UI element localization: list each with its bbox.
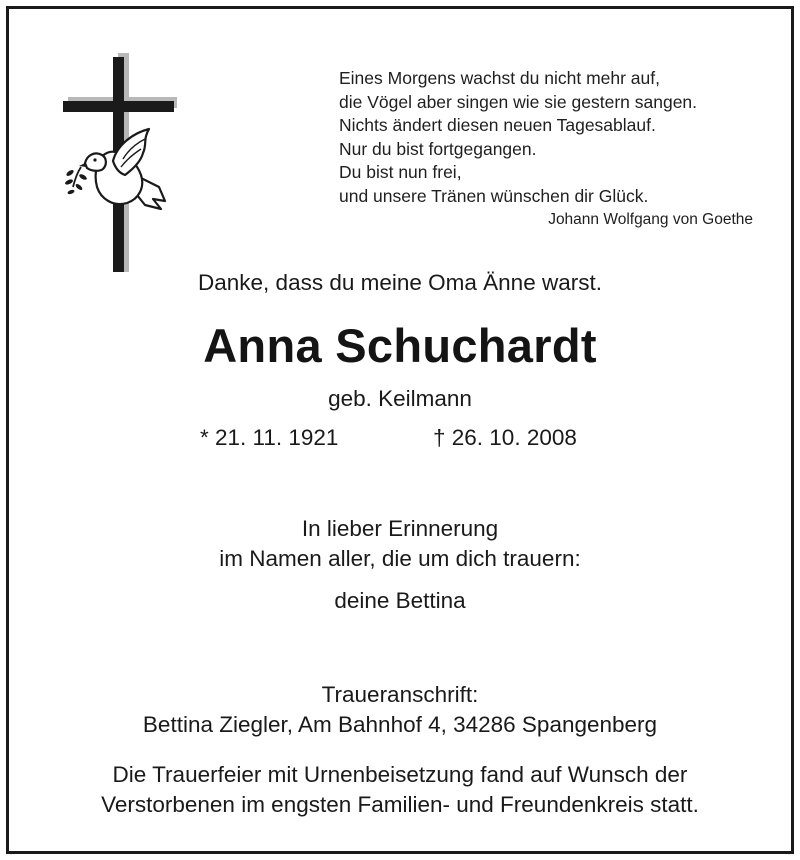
ceremony-line: Die Trauerfeier mit Urnenbeisetzung fand auf Wunsch der — [112, 762, 688, 787]
death-date: † 26. 10. 2008 — [433, 425, 577, 450]
poem — [339, 67, 759, 231]
ceremony-line: Verstorbenen im engsten Familien- und Freundenkreis statt. — [101, 792, 699, 817]
poem-line: Nichts ändert diesen neuen Tagesablauf. — [339, 115, 656, 136]
deceased-name: Anna Schuchardt — [203, 319, 597, 372]
ceremony-note — [0, 760, 800, 820]
mourning-address — [0, 680, 800, 740]
cross-with-dove-icon — [57, 49, 177, 274]
poem-line: und unsere Tränen wünschen dir Glück. — [339, 185, 649, 206]
memory-line: In lieber Erinnerung — [301, 516, 499, 541]
birth-date: * 21. 11. 1921 — [200, 425, 339, 450]
poem-author: Johann Wolfgang von Goethe — [548, 210, 753, 228]
poem-line: Du bist nun frei, — [339, 162, 462, 183]
poem-line: die Vögel aber singen wie sie gestern sangen. — [339, 91, 698, 112]
poem-line: Nur du bist fortgegangen. — [339, 138, 537, 159]
signature: deine Bettina — [334, 588, 466, 613]
address-value: Bettina Ziegler, Am Bahnhof 4, 34286 Spangenberg — [142, 712, 658, 737]
maiden-name: geb. Keilmann — [328, 386, 472, 411]
poem-line: Eines Morgens wachst du nicht mehr auf, — [339, 68, 660, 88]
memory-text — [0, 514, 800, 574]
memory-line: im Namen aller, die um dich trauern: — [219, 546, 581, 571]
thanks-line: Danke, dass du meine Oma Änne warst. — [198, 270, 602, 295]
address-label: Traueranschrift: — [321, 682, 479, 707]
